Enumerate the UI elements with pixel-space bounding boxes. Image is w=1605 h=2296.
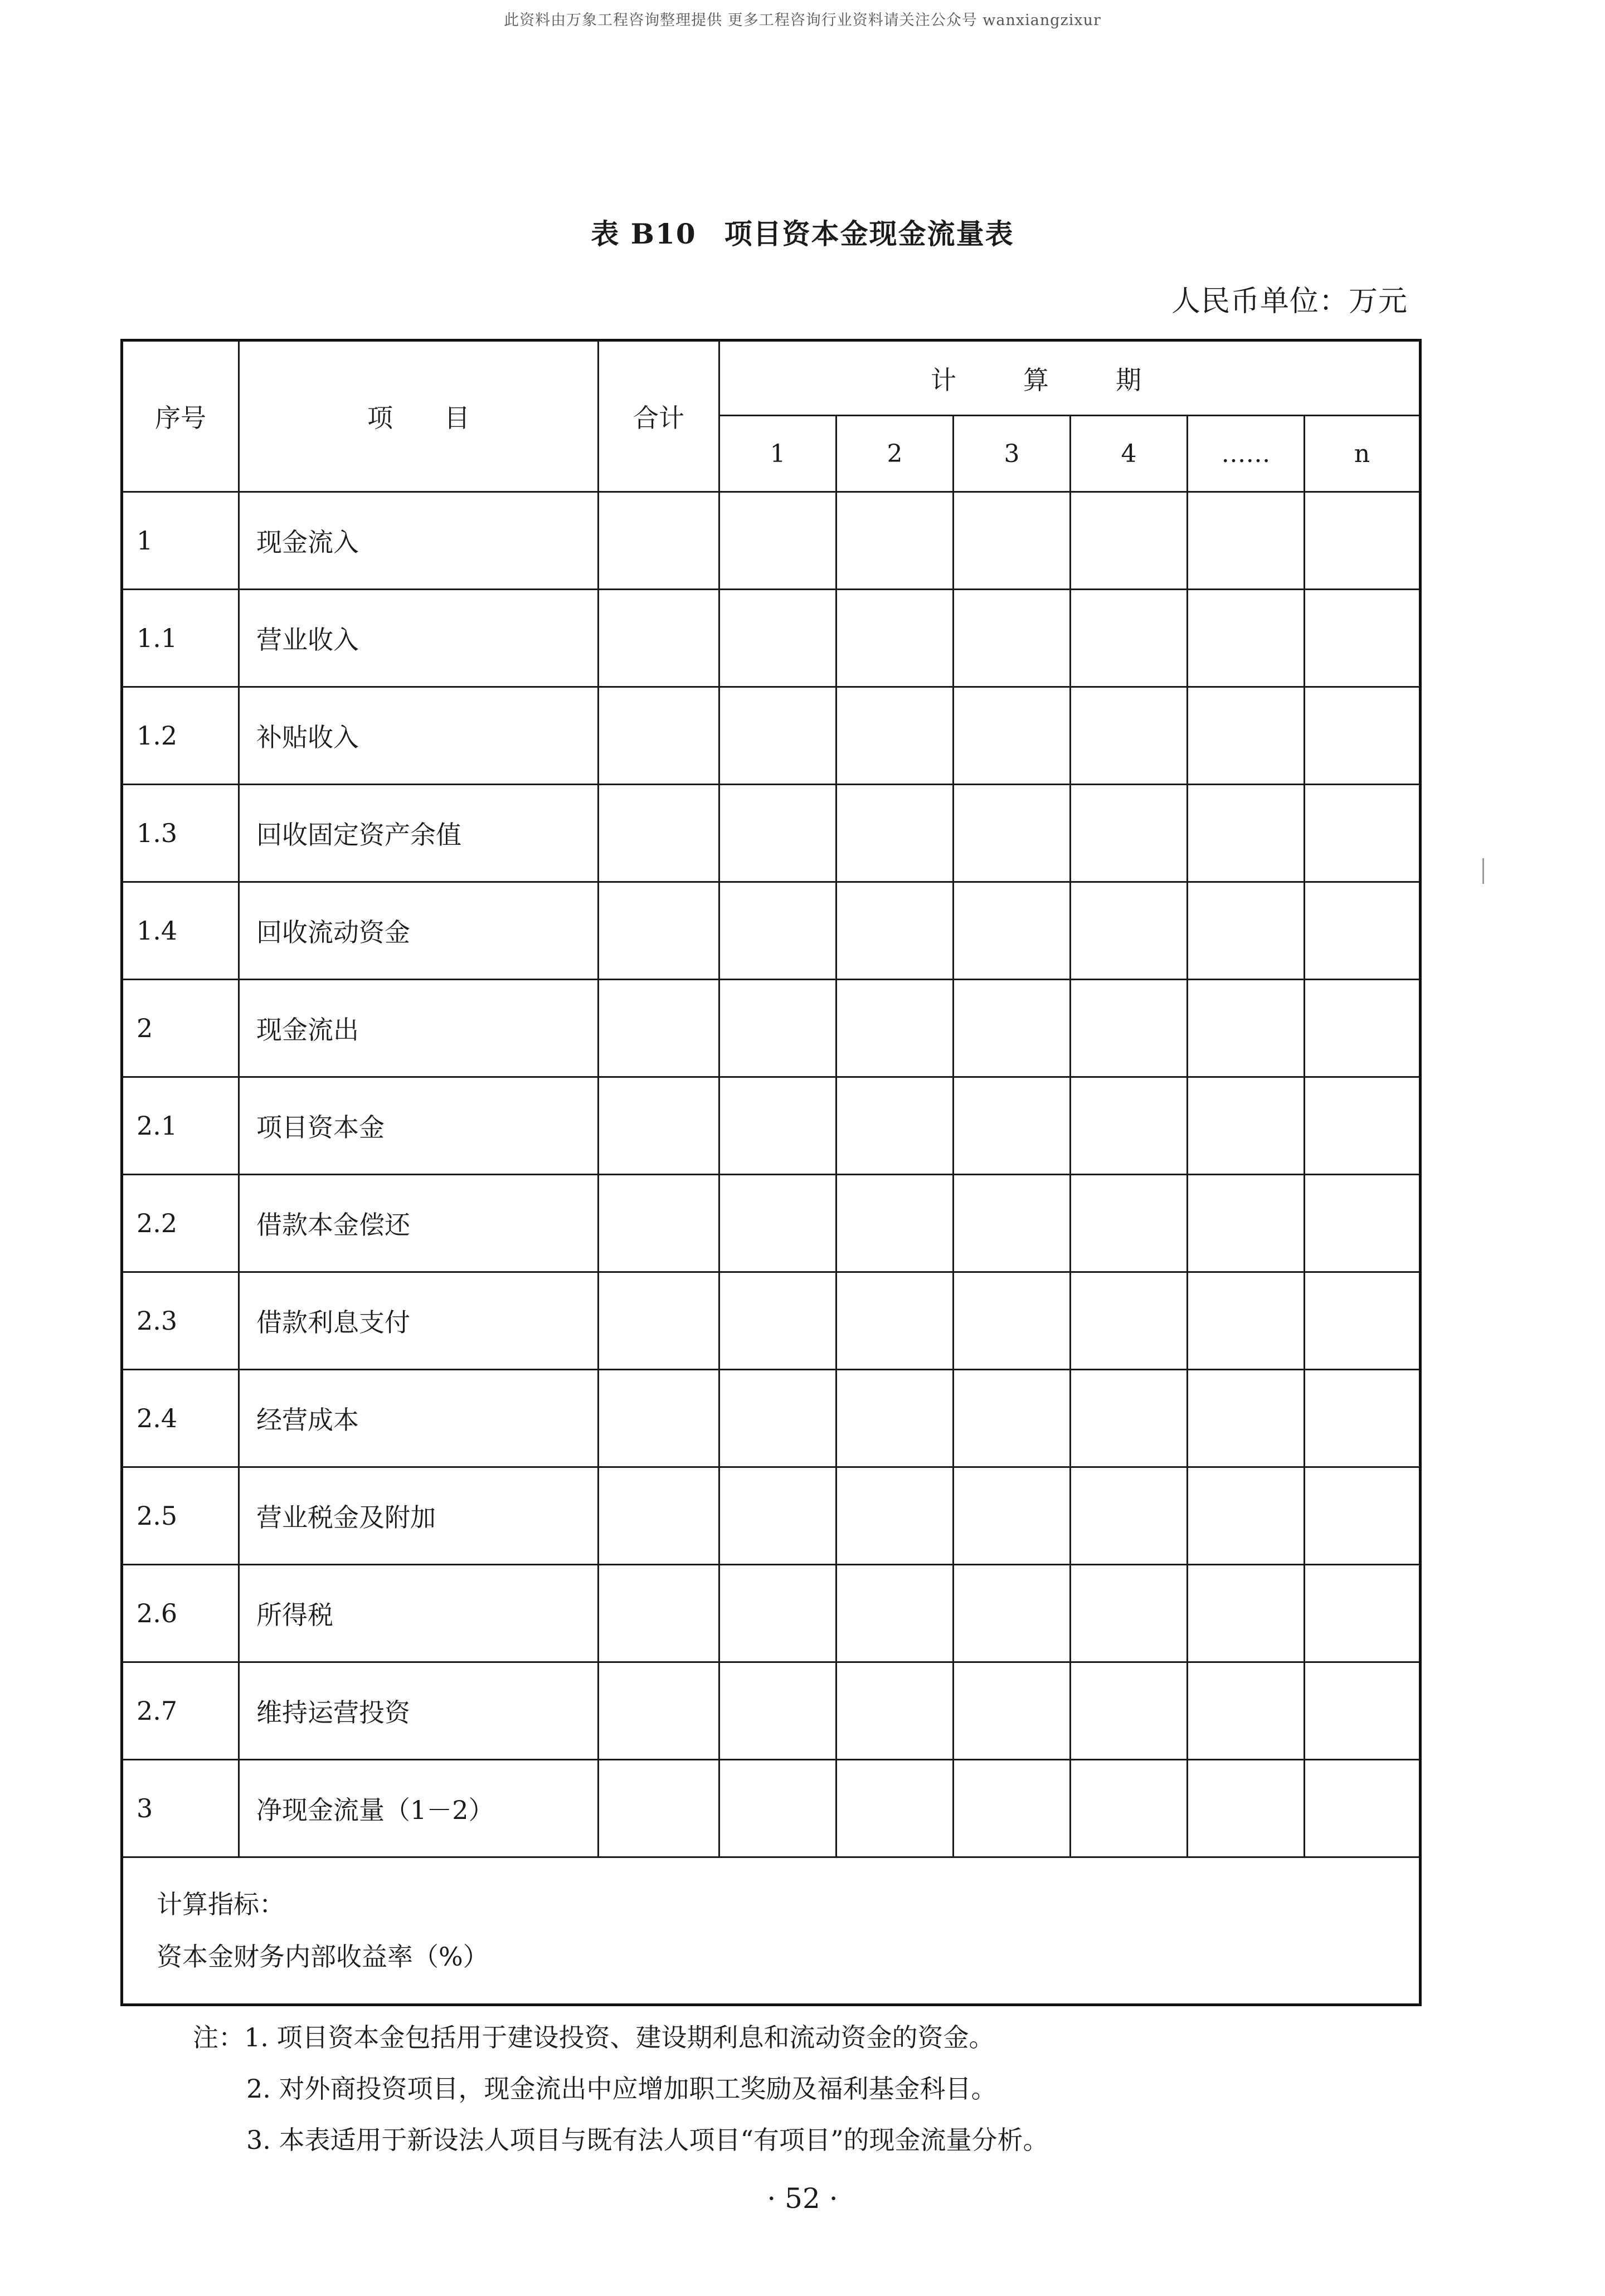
row-period-cell [719,1565,836,1662]
indicator-label: 计算指标： [157,1889,285,1919]
row-seq: 3 [122,1760,239,1857]
header-item: 项 目 [239,340,599,492]
row-period-cell [1071,1175,1188,1272]
row-item: 营业收入 [239,590,599,687]
row-period-cell [954,492,1071,590]
table-row [122,785,1421,882]
table-row [122,1662,1421,1760]
row-total-cell [599,1077,719,1175]
table-code: 表 B10 [591,217,697,250]
row-period-cell [1305,1565,1421,1662]
table-row [122,492,1421,590]
row-total-cell [599,882,719,980]
row-period-cell [1305,1760,1421,1857]
page-number: · 52 · [767,2182,838,2215]
row-period-cell [719,1272,836,1370]
row-period-cell [719,590,836,687]
row-seq: 2 [122,980,239,1077]
row-item: 现金流入 [239,492,599,590]
row-period-cell [1071,1077,1188,1175]
row-period-cell [1071,785,1188,882]
table-row [122,1467,1421,1565]
table-row [122,590,1421,687]
row-total-cell [599,1370,719,1467]
row-period-cell [719,1467,836,1565]
row-period-cell [1071,882,1188,980]
table-row [122,882,1421,980]
row-item: 现金流出 [239,980,599,1077]
row-seq: 1.4 [122,882,239,980]
row-period-cell [1188,1760,1305,1857]
row-period-cell [836,1760,954,1857]
indicator-cell [122,1857,1421,2005]
table-title [0,212,1605,252]
row-period-cell [954,1370,1071,1467]
row-period-cell [1305,1662,1421,1760]
row-period-cell [1188,785,1305,882]
row-period-cell [1188,492,1305,590]
row-total-cell [599,1272,719,1370]
row-total-cell [599,1662,719,1760]
row-period-cell [954,1175,1071,1272]
row-period-cell [954,785,1071,882]
header-seq: 序号 [122,340,239,492]
row-total-cell [599,1467,719,1565]
row-item: 补贴收入 [239,687,599,785]
row-seq: 2.7 [122,1662,239,1760]
row-total-cell [599,590,719,687]
row-period-cell [954,590,1071,687]
table-name: 项目资本金现金流量表 [724,217,1014,250]
row-period-cell [954,687,1071,785]
row-item: 营业税金及附加 [239,1467,599,1565]
table-row [122,1760,1421,1857]
row-period-cell [836,590,954,687]
row-period-cell [719,1077,836,1175]
row-period-cell [1071,1760,1188,1857]
row-period-cell [1188,1272,1305,1370]
row-seq: 2.3 [122,1272,239,1370]
row-period-cell [1188,1175,1305,1272]
row-period-cell [719,687,836,785]
row-period-cell [1071,492,1188,590]
table-row [122,980,1421,1077]
note-3: 3. 本表适用于新设法人项目与既有法人项目“有项目”的现金流量分析。 [246,2125,1049,2155]
row-item: 借款利息支付 [239,1272,599,1370]
row-period-cell [719,1370,836,1467]
row-period-cell [1071,980,1188,1077]
row-period-cell [836,1077,954,1175]
row-seq: 1.1 [122,590,239,687]
row-period-cell [954,1760,1071,1857]
row-period-cell [1305,492,1421,590]
cash-flow-table [120,339,1422,2006]
header-period-ellipsis: …… [1188,416,1305,492]
row-period-cell [1305,980,1421,1077]
table-row [122,687,1421,785]
row-item: 所得税 [239,1565,599,1662]
table-row [122,1175,1421,1272]
row-item: 回收固定资产余值 [239,785,599,882]
row-period-cell [719,980,836,1077]
row-seq: 2.6 [122,1565,239,1662]
row-period-cell [1071,1467,1188,1565]
row-period-cell [836,1272,954,1370]
indicator-irr: 资本金财务内部收益率（%） [157,1942,489,1972]
row-period-cell [1305,1272,1421,1370]
row-period-cell [954,1467,1071,1565]
row-total-cell [599,687,719,785]
row-seq: 1.3 [122,785,239,882]
row-total-cell [599,1565,719,1662]
row-total-cell [599,785,719,882]
row-period-cell [1188,1467,1305,1565]
row-period-cell [836,492,954,590]
row-period-cell [1071,1272,1188,1370]
row-period-cell [1188,980,1305,1077]
row-period-cell [954,1272,1071,1370]
row-period-cell [719,1662,836,1760]
row-item: 回收流动资金 [239,882,599,980]
row-seq: 1.2 [122,687,239,785]
row-period-cell [954,1077,1071,1175]
table-row [122,1077,1421,1175]
row-period-cell [1188,1077,1305,1175]
row-item: 项目资本金 [239,1077,599,1175]
row-item: 经营成本 [239,1370,599,1467]
row-period-cell [1305,1077,1421,1175]
row-period-cell [1305,1370,1421,1467]
row-period-cell [1305,1467,1421,1565]
row-period-cell [719,492,836,590]
row-period-cell [1188,687,1305,785]
row-item: 净现金流量（1－2） [239,1760,599,1857]
watermark-text: 此资料由万象工程咨询整理提供 更多工程咨询行业资料请关注公众号 wanxiangzixur [504,12,1101,29]
row-period-cell [1188,1370,1305,1467]
row-period-cell [836,1175,954,1272]
row-total-cell [599,980,719,1077]
row-period-cell [719,1175,836,1272]
row-period-cell [836,1662,954,1760]
table-body [122,492,1421,1857]
row-period-cell [836,1370,954,1467]
row-period-cell [1188,882,1305,980]
row-period-cell [1188,1662,1305,1760]
header-period-2: 2 [836,416,954,492]
row-period-cell [1188,590,1305,687]
row-total-cell [599,1175,719,1272]
row-period-cell [1305,882,1421,980]
row-period-cell [954,1662,1071,1760]
row-period-cell [1305,785,1421,882]
row-period-cell [836,1565,954,1662]
table-row [122,1565,1421,1662]
notes [193,2012,1049,2166]
row-period-cell [1305,590,1421,687]
row-period-cell [836,1467,954,1565]
row-period-cell [954,980,1071,1077]
row-seq: 1 [122,492,239,590]
row-period-cell [1188,1565,1305,1662]
currency-unit: 人民币单位：万元 [1171,285,1408,318]
header-period-4: 4 [1071,416,1188,492]
header-period-3: 3 [954,416,1071,492]
row-period-cell [1071,1565,1188,1662]
row-period-cell [836,882,954,980]
header-period-group: 计算期 [719,340,1421,416]
row-period-cell [1305,1175,1421,1272]
row-period-cell [954,882,1071,980]
header-total: 合计 [599,340,719,492]
row-period-cell [954,1565,1071,1662]
row-item: 借款本金偿还 [239,1175,599,1272]
row-seq: 2.1 [122,1077,239,1175]
row-seq: 2.2 [122,1175,239,1272]
row-period-cell [719,882,836,980]
table-row [122,1272,1421,1370]
row-seq: 2.5 [122,1467,239,1565]
row-period-cell [1071,1662,1188,1760]
header-period-1: 1 [719,416,836,492]
row-item: 维持运营投资 [239,1662,599,1760]
row-total-cell [599,492,719,590]
row-period-cell [1305,687,1421,785]
row-period-cell [1071,687,1188,785]
table-row [122,1370,1421,1467]
margin-mark [1482,858,1484,884]
row-period-cell [1071,1370,1188,1467]
row-period-cell [836,980,954,1077]
header-period-n: n [1305,416,1421,492]
row-period-cell [836,785,954,882]
row-period-cell [836,687,954,785]
row-period-cell [719,1760,836,1857]
row-total-cell [599,1760,719,1857]
row-period-cell [719,785,836,882]
note-1: 注：1. 项目资本金包括用于建设投资、建设期利息和流动资金的资金。 [193,2022,995,2052]
row-seq: 2.4 [122,1370,239,1467]
row-period-cell [1071,590,1188,687]
note-2: 2. 对外商投资项目，现金流出中应增加职工奖励及福利基金科目。 [246,2074,997,2104]
